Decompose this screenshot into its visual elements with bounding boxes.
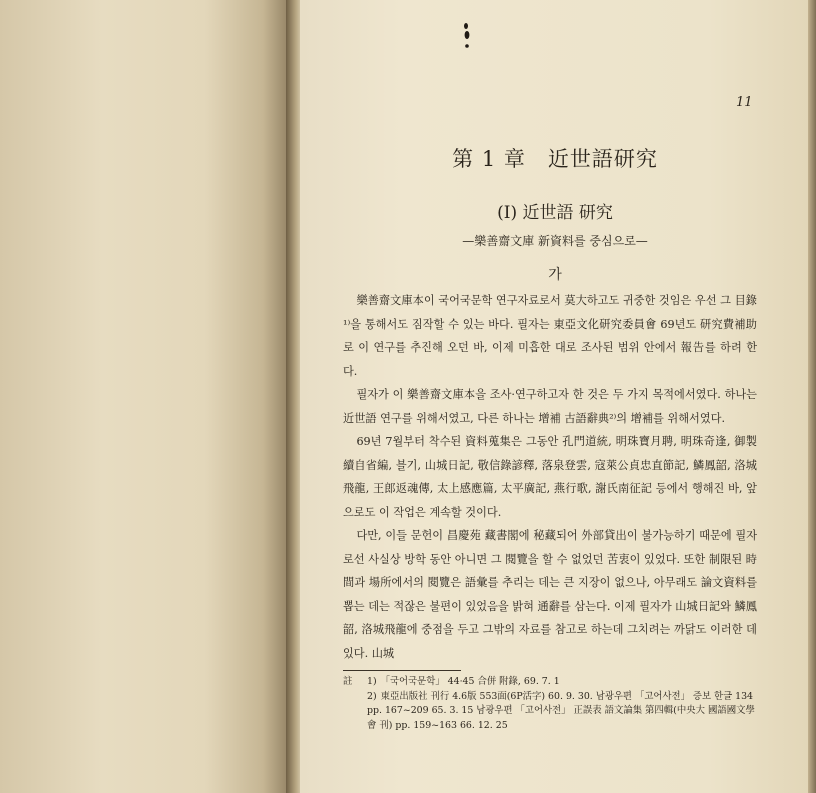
footnote-item xyxy=(343,690,757,734)
footnote-item xyxy=(343,675,757,690)
footnote-number: 1) xyxy=(367,676,377,687)
paragraph: 필자가 이 樂善齋文庫本을 조사·연구하고자 한 것은 두 가지 목적에서였다. 하나는 近世語 연구를 위해서였고, 다른 하나는 增補 古語辭典²⁾의 增補를 위해서였다. xyxy=(343,388,757,425)
footnote-number: 2) xyxy=(367,690,377,702)
body-text xyxy=(343,289,757,665)
section-part-mark: 가 xyxy=(548,267,562,283)
footnote-label: 註 xyxy=(343,676,353,687)
section-title: (Ⅰ) 近世語 研究 xyxy=(497,203,613,223)
footnote-text: 「국어국문학」 44·45 合併 附錄, 69. 7. 1 xyxy=(380,676,560,687)
paragraph: 69년 7월부터 착수된 資料蒐集은 그동안 孔門道統, 明珠寶月聘, 明珠奇逢, 御製續自省編, 블기, 山城日記, 敬信錄諺釋, 落泉登雲, 寇萊公貞忠直節記, 鱗鳳韶, 洛城飛龍, 王郎返魂傳, 太上感應篇, 太平廣記, 燕行歌, 謝氏南征記 등에서 행해진 바, 앞으로도 이 작업은 계속할 것이다. xyxy=(343,435,757,519)
footnote-divider xyxy=(343,670,461,671)
chapter-title: 第 1 章 近世語研究 xyxy=(452,147,658,171)
paragraph: 다만, 이들 문헌이 昌慶苑 藏書閣에 秘藏되어 外部貸出이 불가능하기 때문에 필자로선 사실상 방학 동안 아니면 그 閱覽을 할 수 없었던 苦衷이 있었다. 또한 制限된 時間과 場所에서의 閱覽은 語彙를 추리는 데는 큰 지장이 없으나, 아무래도 論文資料를 뽑는 데는 적잖은 불편이 있었음을 밝혀 通辭를 삼는다. 이제 필자가 山城日記와 鱗鳳韶, 洛城飛龍에 중점을 두고 그밖의 자료를 참고로 하는데 그치려는 까닭도 이러한 데 있다. 山城 xyxy=(343,529,757,660)
footnotes xyxy=(343,675,757,733)
footnote-text: 東亞出版社 刊行 4.6版 553面(6P活字) 60. 9. 30. 남광우편 「고어사전」 증보 한글 134 pp. 167~209 65. 3. 15 남광우편 「고어사전」 正誤表 語文論集 第四輯(中央大 國語國文學會 刊) pp. 159~163 66. 12. 25 xyxy=(367,690,755,731)
section-subtitle: —樂善齋文庫 新資料를 중심으로— xyxy=(462,234,648,248)
page-edge xyxy=(808,0,816,793)
paragraph: 樂善齋文庫本이 국어국문학 연구자료로서 莫大하고도 귀중한 것임은 우선 그 目錄¹⁾을 통해서도 짐작할 수 있는 바다. 필자는 東亞文化研究委員會 69년도 研究費補助로 이 연구를 추진해 오던 바, 이제 미흡한 대로 조사된 범위 안에서 報告를 하려 한다. xyxy=(343,294,757,378)
left-page xyxy=(0,0,292,793)
ink-mark-icon xyxy=(462,22,472,50)
page-number: 11 xyxy=(736,95,753,110)
